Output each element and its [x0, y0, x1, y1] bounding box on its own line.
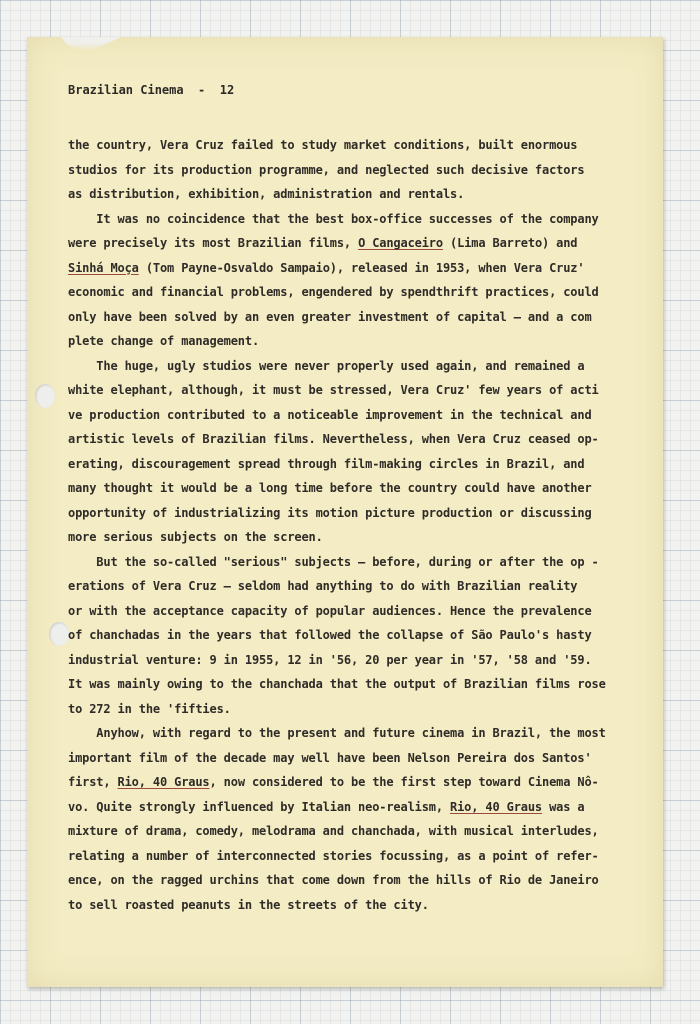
text-segment: were precisely its most Brazilian films,: [68, 236, 359, 250]
text-line: [68, 574, 658, 599]
text-segment: important film of the decade may well have been Nelson Pereira dos Santos': [68, 750, 592, 765]
text-segment: ve production contributed to a noticeable improvement in the technical and: [68, 407, 592, 422]
text-segment: vo. Quite strongly influenced by Italian neo-realism,: [68, 799, 451, 814]
text-segment: more serious subjects on the screen.: [68, 530, 323, 544]
text-segment: (Lima Barreto) and: [442, 236, 578, 250]
text-line: [68, 746, 658, 771]
text-line: [68, 844, 658, 869]
text-segment: relating a number of interconnected stories focussing, as a point of refer-: [68, 848, 599, 863]
page-header: Brazilian Cinema - 12: [68, 83, 235, 97]
text-line: [68, 378, 658, 403]
text-line: [68, 329, 658, 354]
text-segment: first,: [68, 775, 118, 789]
text-line: [68, 354, 658, 379]
typewritten-page: [27, 37, 663, 987]
text-line: [68, 525, 658, 550]
text-line: [68, 550, 658, 575]
text-line: [68, 280, 658, 305]
text-segment: industrial venture: 9 in 1955, 12 in '56, 20 per year in '57, '58 and '59.: [68, 652, 592, 667]
text-line: [68, 182, 658, 207]
text-segment: economic and financial problems, engendered by spendthrift practices, could: [68, 285, 599, 299]
text-line: [68, 795, 658, 820]
text-segment: many thought it would be a long time before the country could have another: [68, 481, 592, 495]
text-segment: or with the acceptance capacity of popular audiences. Hence the prevalence: [68, 603, 592, 618]
text-segment: It was mainly owing to the chanchada that the output of Brazilian films rose: [68, 677, 606, 691]
text-line: [68, 256, 658, 281]
text-segment: opportunity of industrializing its motion picture production or discussing: [68, 505, 592, 520]
text-line: [68, 452, 658, 477]
text-line: [68, 770, 658, 795]
underlined-film-title: O Cangaceiro: [358, 236, 443, 250]
text-line: [68, 133, 658, 158]
text-segment: erations of Vera Cruz — seldom had anything to do with Brazilian reality: [68, 579, 578, 593]
text-segment: as distribution, exhibition, administration and rentals.: [68, 187, 465, 201]
text-segment: But the so-called "serious" subjects — before, during or after the op -: [68, 554, 599, 569]
torn-corner: [61, 37, 121, 51]
text-segment: to sell roasted peanuts in the streets of the city.: [68, 897, 429, 912]
underlined-film-title: Rio, 40 Graus: [117, 775, 210, 789]
text-segment: white elephant, although, it must be stressed, Vera Cruz' few years of acti: [68, 383, 599, 397]
text-line: [68, 427, 658, 452]
body-text: [68, 133, 658, 917]
text-line: [68, 672, 658, 697]
text-segment: mixture of drama, comedy, melodrama and chanchada, with musical interludes,: [68, 824, 599, 838]
text-segment: to 272 in the 'fifties.: [68, 701, 231, 716]
text-segment: only have been solved by an even greater investment of capital — and a com: [68, 309, 592, 324]
text-line: [68, 207, 658, 232]
text-segment: was a: [542, 799, 585, 814]
text-line: [68, 599, 658, 624]
text-line: [68, 819, 658, 844]
text-line: [68, 648, 658, 673]
punch-hole-lower: [49, 622, 69, 646]
text-segment: (Tom Payne-Osvaldo Sampaio), released in 1953, when Vera Cruz': [138, 260, 585, 275]
punch-hole-upper: [35, 384, 55, 408]
text-line: [68, 501, 658, 526]
text-line: [68, 893, 658, 918]
text-segment: Anyhow, with regard to the present and future cinema in Brazil, the most: [68, 726, 606, 740]
text-segment: The huge, ugly studios were never properly used again, and remained a: [68, 358, 585, 373]
text-line: [68, 623, 658, 648]
text-line: [68, 305, 658, 330]
text-segment: the country, Vera Cruz failed to study market conditions, built enormous: [68, 138, 578, 152]
text-line: [68, 158, 658, 183]
underlined-film-title: Sinhá Moça: [68, 260, 139, 275]
text-line: [68, 476, 658, 501]
text-segment: It was no coincidence that the best box-office successes of the company: [68, 211, 599, 226]
text-segment: erating, discouragement spread through film-making circles in Brazil, and: [68, 456, 585, 471]
text-segment: ence, on the ragged urchins that come down from the hills of Rio de Janeiro: [68, 873, 599, 887]
underlined-film-title: Rio, 40 Graus: [450, 799, 543, 814]
text-line: [68, 868, 658, 893]
text-segment: artistic levels of Brazilian films. Nevertheless, when Vera Cruz ceased op-: [68, 432, 599, 446]
text-line: [68, 697, 658, 722]
text-segment: plete change of management.: [68, 334, 260, 348]
text-segment: of chanchadas in the years that followed the collapse of São Paulo's hasty: [68, 628, 592, 642]
text-line: [68, 231, 658, 256]
text-line: [68, 403, 658, 428]
text-segment: studios for its production programme, and neglected such decisive factors: [68, 162, 585, 177]
text-segment: , now considered to be the first step toward Cinema Nô-: [209, 775, 599, 789]
text-line: [68, 721, 658, 746]
